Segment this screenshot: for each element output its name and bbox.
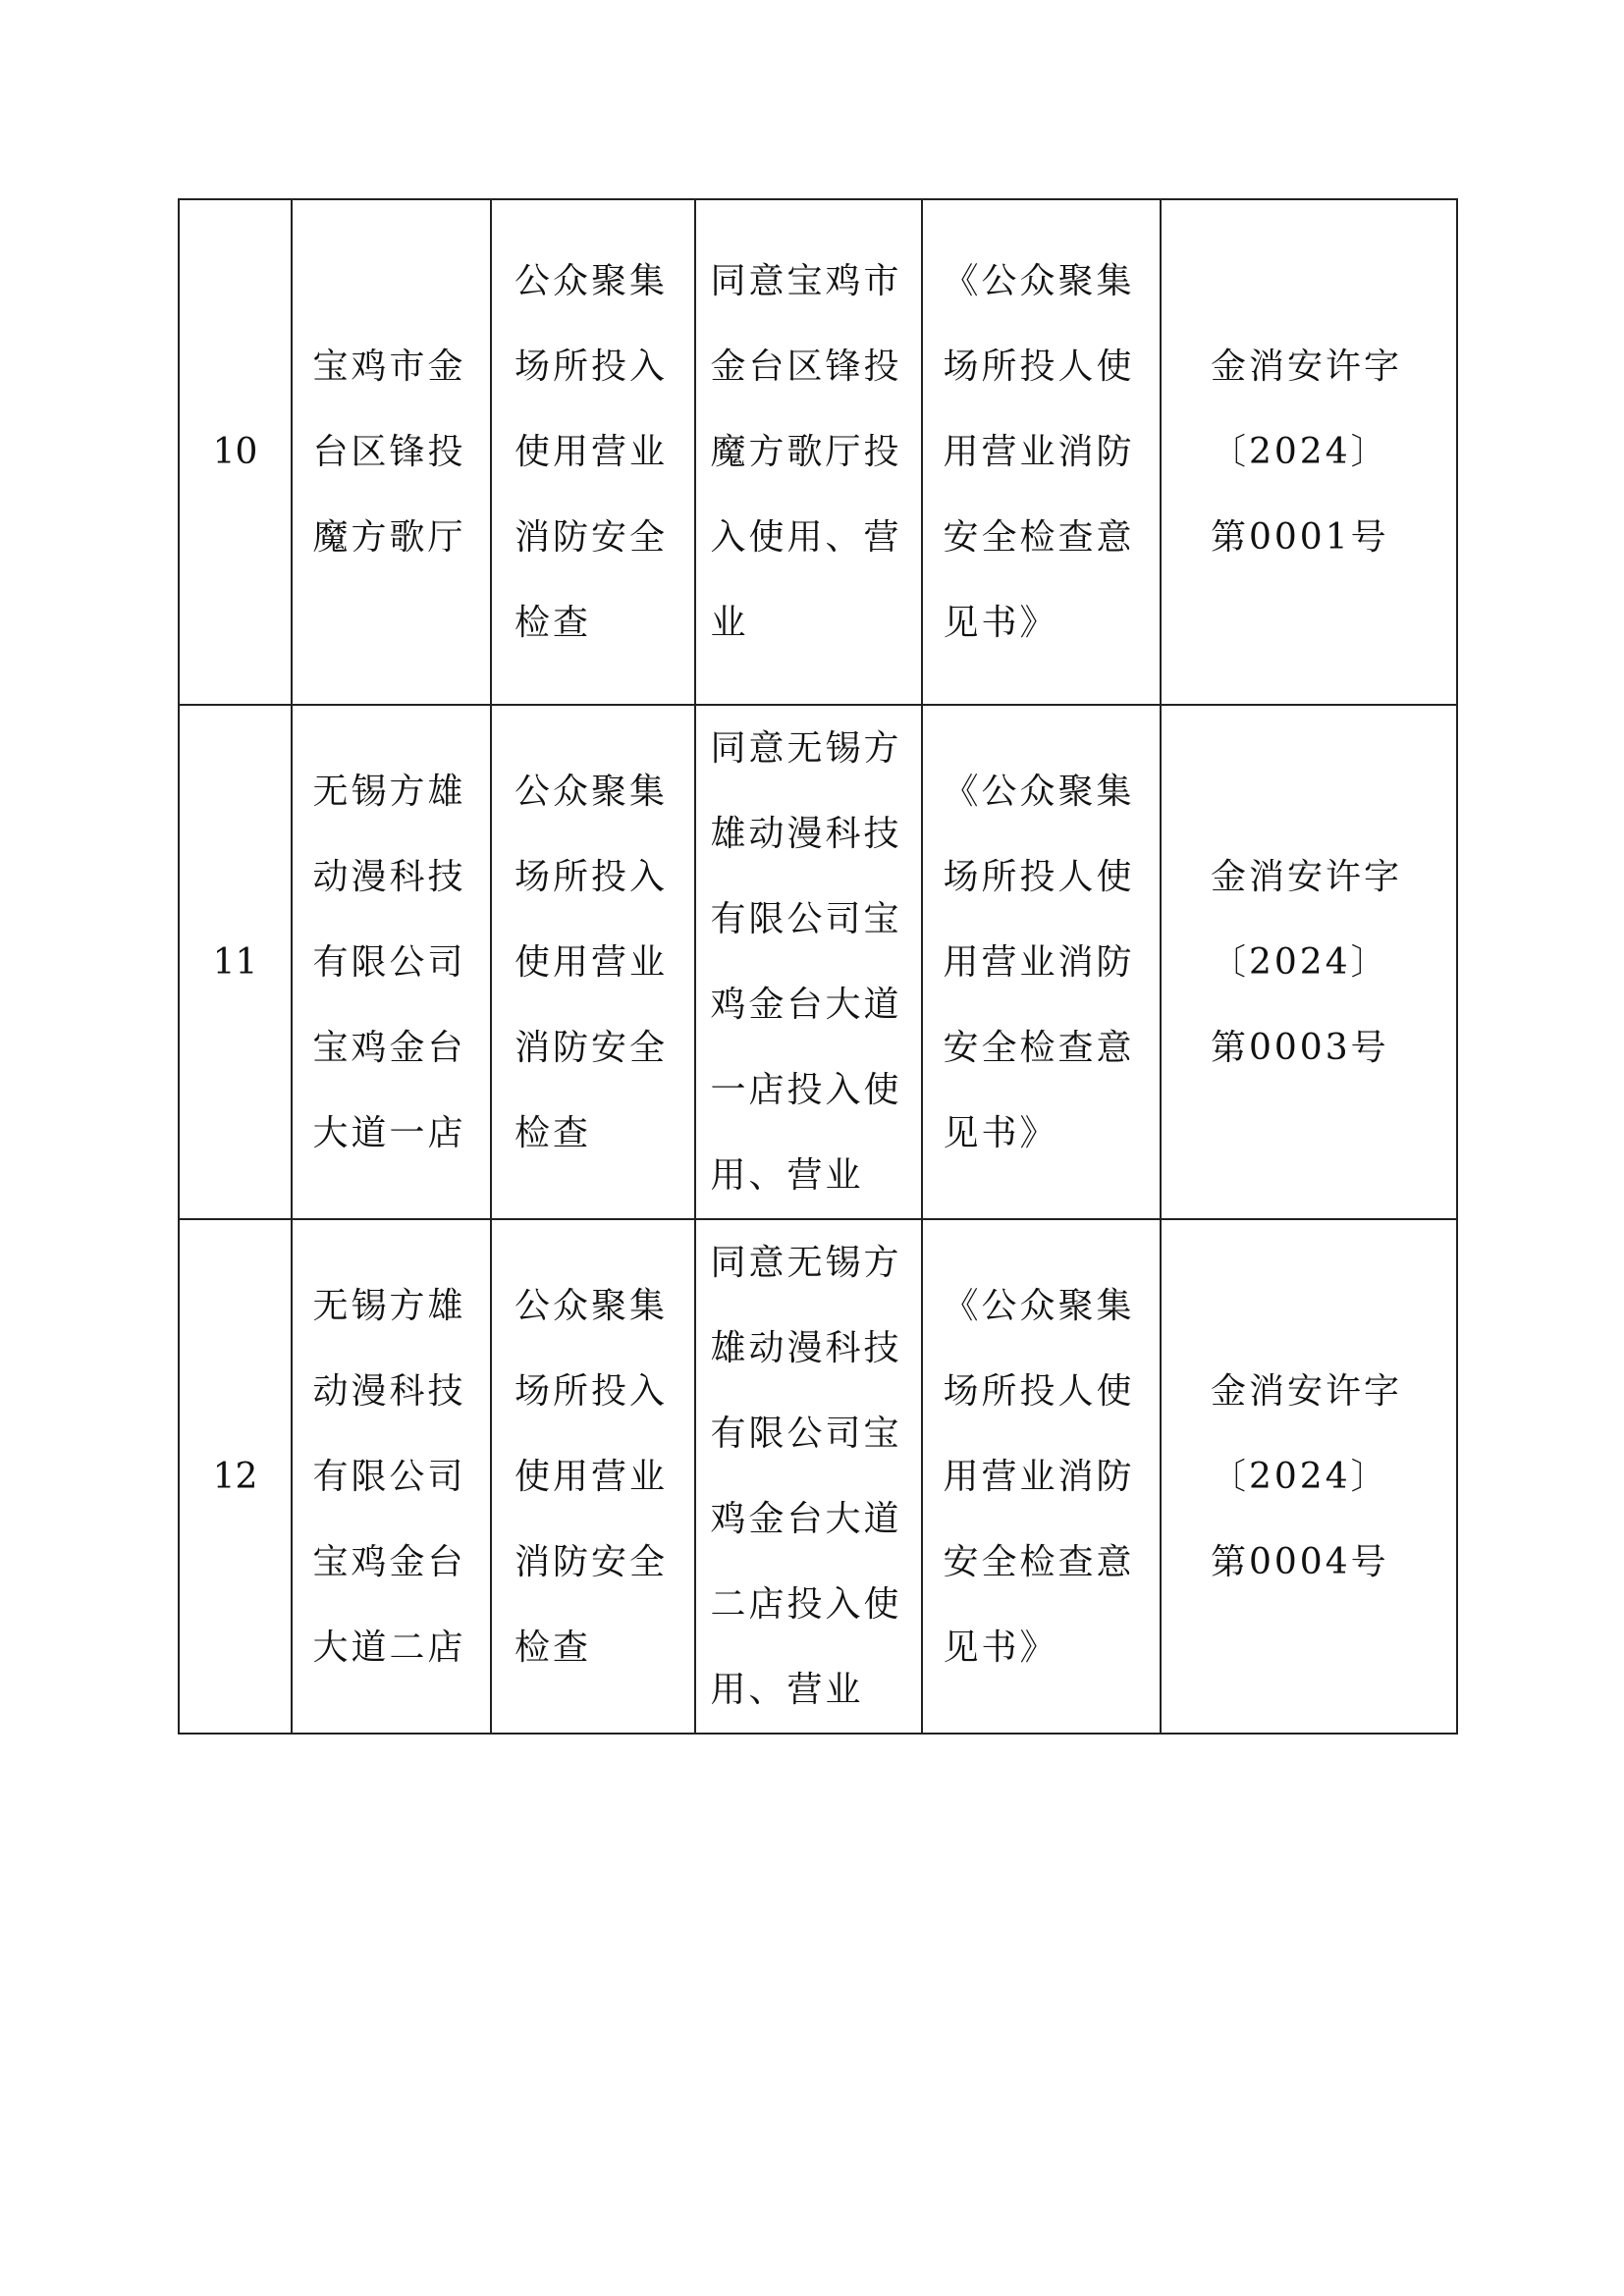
row-number-cell (179, 705, 292, 1219)
inspection-item: 公众聚集场所投入使用营业消防安全检查 (514, 771, 669, 1153)
document-name: 《公众聚集场所投人使用营业消防安全检查意见书》 (943, 771, 1135, 1153)
document-name-cell (922, 199, 1161, 705)
applicant-name-cell (292, 1219, 491, 1734)
applicant-name: 无锡方雄动漫科技有限公司宝鸡金台大道二店 (312, 1285, 466, 1668)
decision-text: 同意宝鸡市金台区锋投魔方歌厅投入使用、营业 (710, 261, 902, 643)
inspection-item: 公众聚集场所投入使用营业消防安全检查 (514, 1285, 669, 1668)
decision-text: 同意无锡方雄动漫科技有限公司宝鸡金台大道一店投入使用、营业 (710, 728, 902, 1196)
decision-cell (695, 705, 922, 1219)
table-row (179, 199, 1457, 705)
inspection-item: 公众聚集场所投入使用营业消防安全检查 (514, 261, 669, 643)
document-name: 《公众聚集场所投人使用营业消防安全检查意见书》 (943, 1285, 1135, 1668)
decision-cell (695, 199, 922, 705)
document-name-cell (922, 705, 1161, 1219)
applicant-name: 宝鸡市金台区锋投魔方歌厅 (312, 347, 466, 558)
permit-number: 金消安许字〔2024〕第0001号 (1211, 347, 1403, 558)
permit-number-cell (1161, 705, 1457, 1219)
applicant-name-cell (292, 705, 491, 1219)
row-number: 12 (212, 1456, 258, 1497)
permit-number-cell (1161, 1219, 1457, 1734)
decision-text: 同意无锡方雄动漫科技有限公司宝鸡金台大道二店投入使用、营业 (710, 1243, 902, 1710)
row-number: 11 (212, 941, 258, 983)
permit-number: 金消安许字〔2024〕第0003号 (1211, 856, 1403, 1068)
row-number-cell (179, 199, 292, 705)
decision-cell (695, 1219, 922, 1734)
inspection-item-cell (491, 199, 695, 705)
document-name-cell (922, 1219, 1161, 1734)
permit-table (178, 198, 1458, 1735)
document-name: 《公众聚集场所投人使用营业消防安全检查意见书》 (943, 261, 1135, 643)
inspection-item-cell (491, 1219, 695, 1734)
permit-number: 金消安许字〔2024〕第0004号 (1211, 1370, 1403, 1582)
table-row (179, 705, 1457, 1219)
row-number-cell (179, 1219, 292, 1734)
applicant-name: 无锡方雄动漫科技有限公司宝鸡金台大道一店 (312, 771, 466, 1153)
inspection-item-cell (491, 705, 695, 1219)
permit-number-cell (1161, 199, 1457, 705)
table-row (179, 1219, 1457, 1734)
row-number: 10 (212, 432, 258, 472)
applicant-name-cell (292, 199, 491, 705)
